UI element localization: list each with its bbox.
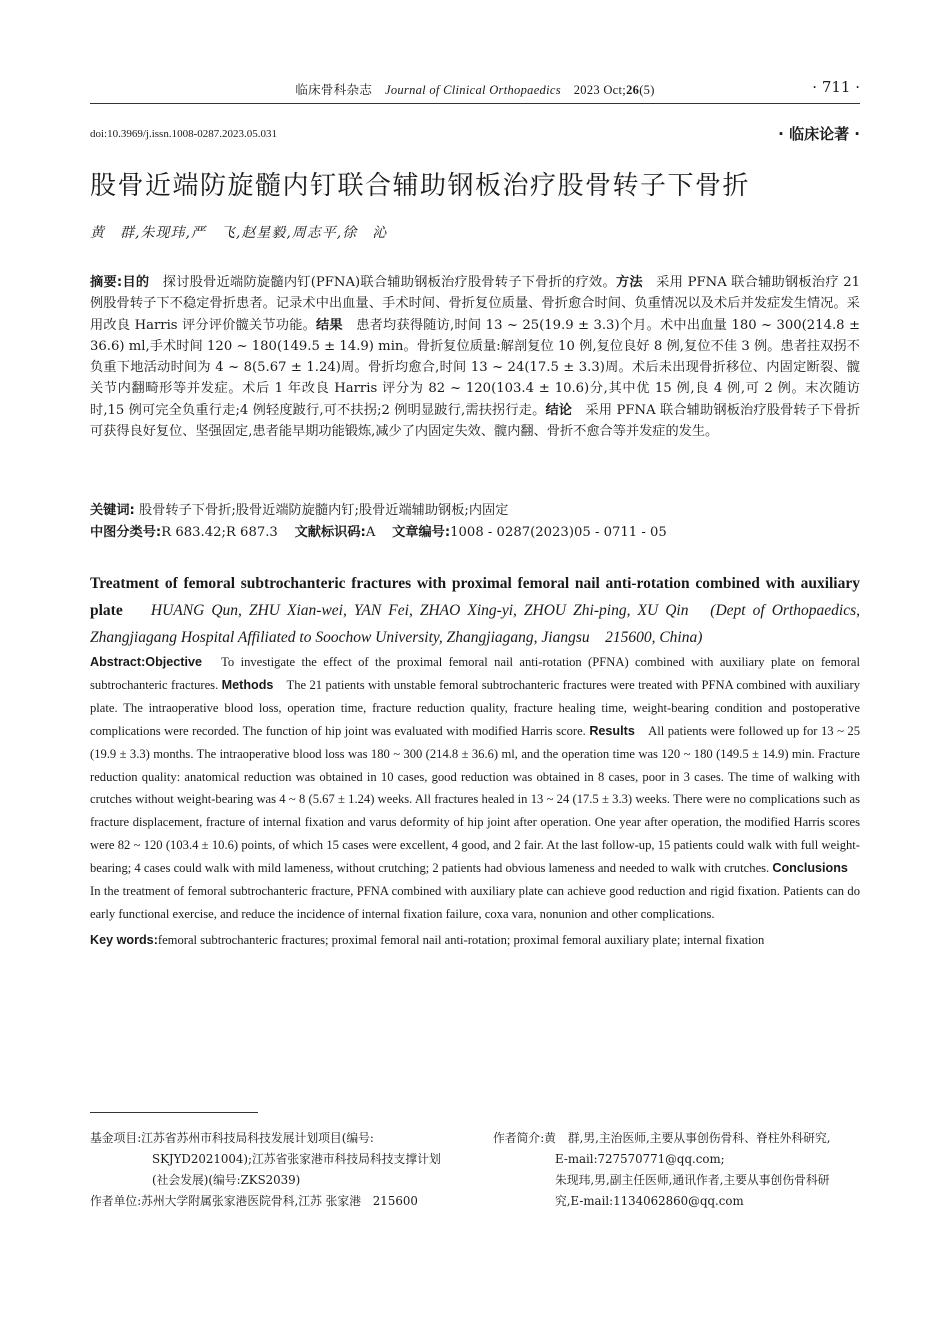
bio-line-1 (493, 1128, 863, 1149)
abstract-label-en: Abstract: (90, 655, 146, 669)
fund-text-1: 江苏省苏州市科技局科技发展计划项目(编号: (141, 1131, 374, 1145)
doc-code-value: A (365, 525, 376, 540)
abstract-cn (90, 272, 860, 442)
methods-label-cn: 方法 (615, 275, 643, 290)
keywords-text-cn: 股骨转子下骨折;股骨近端防旋髓内钉;股骨近端辅助钢板;内固定 (134, 503, 509, 518)
bio-line-3: 朱现玮,男,副主任医师,通讯作者,主要从事创伤骨科研 (555, 1173, 830, 1187)
page-number: · 711 · (812, 78, 860, 96)
clc-value: R 683.42;R 687.3 (161, 525, 278, 540)
conclusions-text-en: In the treatment of femoral subtrochanteric fracture, PFNA combined with auxiliary plate can achieve good reduction and rigid fixation. Patients can do early functional exercise, and reduce the incidence of internal fixation failure, coxa vara, nonunion and other complications. (90, 861, 861, 921)
keywords-cn (90, 500, 860, 522)
objective-text-cn: 探讨股骨近端防旋髓内钉(PFNA)联合辅助钢板治疗股骨转子下骨折的疗效。 (149, 275, 616, 290)
article-title-en (90, 570, 860, 651)
bio-text-1: 黄 群,男,主治医师,主要从事创伤骨科、脊柱外科研究, (544, 1131, 831, 1145)
fund-line-2: SKJYD2021004);江苏省张家港市科技局科技支撑计划 (152, 1152, 441, 1166)
issue-number: (5) (639, 83, 655, 97)
keywords-label-en: Key words: (90, 932, 158, 947)
objective-label-en: Objective (145, 655, 202, 669)
results-text-en: All patients were followed up for 13 ~ 25 (19.9 ± 3.3) months. The intraoperative blood loss was 180 ~ 300 (214.8 ± 36.6) ml, and the operation time was 120 ~ 180 (149.5 ± 14.9) min. Fracture reduction quality: anatomical reduction was obtained in 10 cases, good reduction was obtained in 8 cases, poor in 3 cases. The time of walking with crutches without weight-bearing was 4 ~ 8 (5.67 ± 1.24) weeks. All fractures healed in 13 ~ 24 (17.5 ± 3.3) weeks. There were no complications such as fracture displacement, fracture of internal fixation and varus deformity of hip joint after operation. One year after operation, the modified Harris scores were 82 ~ 120 (103.4 ± 10.6) points, of which 15 cases were excellent, 4 good, and 2 fair. At the last follow-up, 15 patients could walk with full weight-bearing; 4 cases could walk with mild lameness, without crutching; 2 patients had obvious lameness and needed to walk with crutches. (90, 723, 860, 876)
results-text-cn: 患者均获得随访,时间 13 ~ 25(19.9 ± 3.3)个月。术中出血量 180 ~ 300(214.8 ± 36.6) ml,手术时间 120 ~ 180(149.5 ± 14.9) min。骨折复位质量:解剖复位 10 例,复位良好 8 例,复位不佳 3 例。患者拄双拐不负重下地活动时间为 4 ~ 8(5.67 ± 1.24)周。骨折均愈合,时间 13 ~ 24(17.5 ± 3.3)周。术后未出现骨折移位、内固定断裂、髋关节内翻畸形等并发症。术后 1 年改良 Harris 评分为 82 ~ 120(103.4 ± 10.6)分,其中优 15 例,良 4 例,可 2 例。末次随访时,15 例可完全负重行走;4 例轻度跛行,可不扶拐;2 例明显跛行,需扶拐行走。 (90, 317, 861, 418)
clc-label: 中图分类号: (90, 525, 162, 540)
fund-line-1 (90, 1128, 468, 1149)
journal-name-en: Journal of Clinical Orthopaedics (384, 83, 561, 97)
bio-label: 作者简介: (493, 1131, 545, 1145)
journal-citation (90, 80, 860, 98)
article-no-label: 文章编号: (392, 525, 451, 540)
issue-volume: 26 (626, 83, 640, 97)
objective-label-cn: 目的 (122, 275, 150, 290)
methods-text-cn: 采用 PFNA 联合辅助钢板治疗 21 例股骨转子下不稳定骨折患者。记录术中出血量、手术时间、骨折复位质量、骨折愈合时间、负重情况以及术后并发症发生情况。采用改良 Harris 评分评价髋关节功能。 (90, 275, 861, 333)
fund-label: 基金项目: (90, 1131, 142, 1145)
abstract-en (90, 651, 860, 926)
results-label-en: Results (589, 723, 635, 738)
keywords-text-en: femoral subtrochanteric fractures; proximal femoral nail anti-rotation; proximal femoral auxiliary plate; internal fixation (157, 932, 765, 947)
objective-text-en: To investigate the effect of the proximal femoral nail anti-rotation (PFNA) combined with auxiliary plate on femoral subtrochanteric fractures. (90, 655, 860, 692)
keywords-label-cn: 关键词: (90, 503, 135, 518)
article-no-value: 1008 - 0287(2023)05 - 0711 - 05 (450, 525, 667, 540)
conclusions-label-cn: 结论 (545, 402, 573, 418)
bio-line-2: E-mail:727570771@qq.com; (555, 1152, 725, 1166)
title-en: Treatment of femoral subtrochanteric fractures with proximal femoral nail anti-rotation combined with auxiliary plate (90, 575, 860, 619)
results-label-cn: 结果 (316, 317, 343, 333)
keywords-en (90, 929, 860, 952)
authors-affiliation-en: HUANG Qun, ZHU Xian-wei, YAN Fei, ZHAO Xing-yi, ZHOU Zhi-ping, XU Qin (Dept of Orthopaedics, Zhangjiagang Hospital Affiliated to Soochow University, Zhangjiagang, Jiangsu 215600, China) (90, 602, 860, 646)
author-unit: 作者单位:苏州大学附属张家港医院骨科,江苏 张家港 215600 (90, 1194, 418, 1208)
doc-code-label: 文献标识码: (294, 525, 366, 540)
footnote-left (90, 1128, 468, 1212)
fund-line-3: (社会发展)(编号:ZKS2039) (152, 1173, 301, 1187)
abstract-label-cn: 摘要: (90, 275, 123, 290)
methods-text-en: The 21 patients with unstable femoral subtrochanteric fractures were treated with PFNA combined with auxiliary plate. The intraoperative blood loss, operation time, fracture reduction quality, fracture healing time, weight-bearing condition and postoperative complications were recorded. The function of hip joint was evaluated with modified Harris score. (90, 677, 861, 738)
conclusions-label-en: Conclusions (772, 861, 848, 876)
classification-cn (90, 522, 860, 544)
bio-line-4: 究,E-mail:1134062860@qq.com (555, 1194, 744, 1208)
methods-label-en: Methods (221, 677, 274, 692)
journal-name-cn: 临床骨科杂志 (295, 82, 373, 97)
footnote-rule (90, 1112, 258, 1113)
section-tag: · 临床论著 · (778, 125, 860, 143)
running-header (90, 78, 860, 102)
doi: doi:10.3969/j.issn.1008-0287.2023.05.031 (90, 128, 278, 140)
article-title-cn: 股骨近端防旋髓内钉联合辅助钢板治疗股骨转子下骨折 (90, 171, 751, 201)
conclusions-text-cn: 采用 PFNA 联合辅助钢板治疗股骨转子下骨折可获得良好复位、坚强固定,患者能早期功能锻炼,减少了内固定失效、髋内翻、骨折不愈合等并发症的发生。 (90, 402, 861, 440)
english-section (90, 570, 860, 952)
authors-cn: 黄 群,朱现玮,严 飞,赵星毅,周志平,徐 沁 (90, 225, 388, 241)
issue-date: 2023 Oct; (573, 83, 627, 97)
footnote-right (493, 1128, 863, 1212)
header-rule (90, 103, 860, 104)
